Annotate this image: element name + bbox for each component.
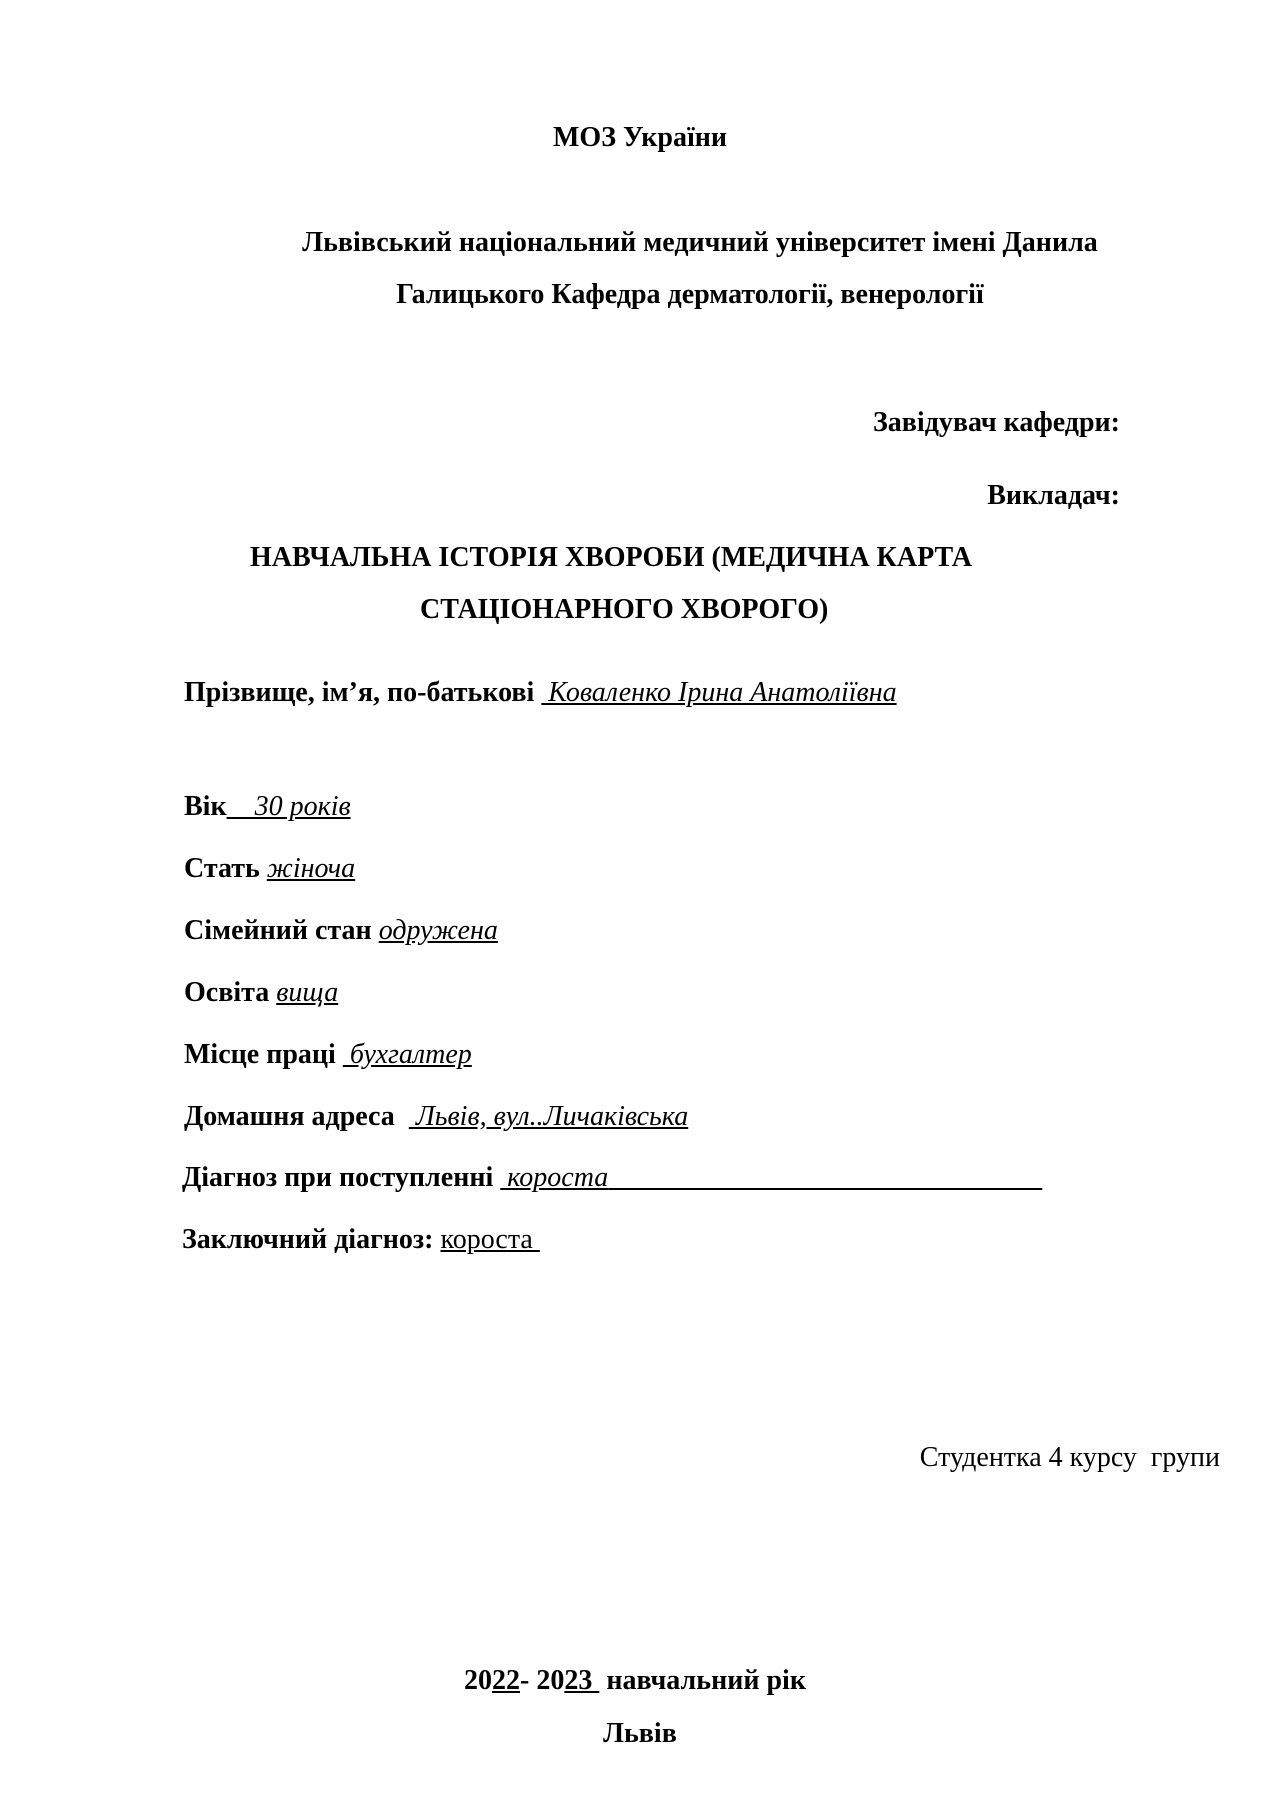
teacher-label: Викладач:: [987, 480, 1120, 511]
sex-label: Стать: [184, 853, 267, 884]
admission-diagnosis-row: [182, 1161, 1042, 1195]
year-start-prefix: 20: [464, 1665, 492, 1696]
education-row: [184, 976, 338, 1010]
marital-status-value: одружена: [378, 915, 498, 946]
patient-name-value: Коваленко Ірина Анатоліївна: [541, 677, 897, 708]
final-diagnosis-value: короста: [440, 1224, 540, 1255]
ministry-heading: МОЗ України: [553, 122, 727, 153]
workplace-value: бухгалтер: [342, 1039, 472, 1070]
age-label: Вік: [184, 791, 227, 822]
city: Львів: [603, 1718, 677, 1749]
admission-diagnosis-label: Діагноз при поступленні: [182, 1162, 501, 1193]
sex-value: жіноча: [266, 853, 356, 884]
final-diagnosis-label: Заключний діагноз:: [182, 1224, 441, 1255]
admission-diagnosis-value: короста: [500, 1162, 609, 1193]
home-address-label: Домашня адреса: [184, 1101, 409, 1132]
education-value: вища: [276, 977, 339, 1008]
patient-name-label: Прізвище, ім’я, по-батькові: [184, 677, 542, 708]
admission-diagnosis-blank: [608, 1162, 1042, 1193]
patient-name-row: [184, 676, 897, 710]
student-info: Студентка 4 курсу групи: [919, 1442, 1220, 1473]
document-title-line-2: СТАЦІОНАРНОГО ХВОРОГО): [420, 594, 829, 625]
home-address-value: Львів, вул..Личаківська: [408, 1101, 689, 1132]
workplace-row: [184, 1038, 472, 1072]
university-line-2: Галицького Кафедра дерматології, венерології: [396, 279, 984, 310]
year-end-suffix: 23: [564, 1665, 600, 1696]
university-line-1: Львівський національний медичний університет імені Данила: [302, 227, 1098, 258]
sex-row: [184, 852, 355, 886]
marital-status-row: [184, 914, 498, 948]
final-diagnosis-row: [182, 1223, 540, 1257]
home-address-row: [184, 1100, 688, 1134]
marital-status-label: Сімейний стан: [184, 915, 379, 946]
education-label: Освіта: [184, 977, 277, 1008]
academic-year-label: навчальний рік: [599, 1665, 806, 1696]
year-separator: - 20: [520, 1665, 565, 1696]
academic-year: [464, 1664, 806, 1698]
age-row: [184, 790, 351, 824]
workplace-label: Місце праці: [184, 1039, 343, 1070]
age-value: 30 років: [226, 791, 351, 822]
year-start-suffix: 22: [492, 1665, 520, 1696]
document-title-line-1: НАВЧАЛЬНА ІСТОРІЯ ХВОРОБИ (МЕДИЧНА КАРТА: [250, 542, 973, 573]
head-of-department-label: Завідувач кафедри:: [873, 407, 1120, 438]
